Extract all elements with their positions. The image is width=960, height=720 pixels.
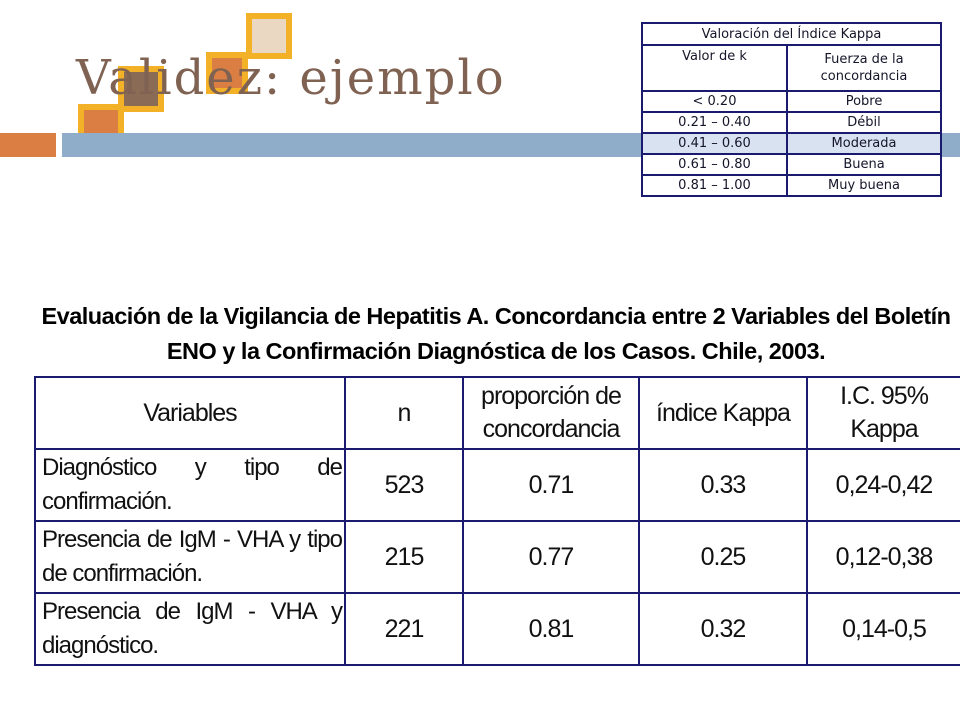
column-header-proportion: proporción de concordancia bbox=[463, 377, 639, 449]
kappa-legend-row bbox=[642, 175, 941, 196]
n-cell: 221 bbox=[345, 593, 463, 665]
column-header-kappa: índice Kappa bbox=[639, 377, 807, 449]
ci-cell: 0,12-0,38 bbox=[807, 521, 960, 593]
column-header-variables: Variables bbox=[35, 377, 345, 449]
kappa-legend-row bbox=[642, 154, 941, 175]
ci-cell: 0,14-0,5 bbox=[807, 593, 960, 665]
kappa-legend-header-row bbox=[642, 45, 941, 91]
kappa-cell: 0.25 bbox=[639, 521, 807, 593]
kappa-legend-title: Valoración del Índice Kappa bbox=[642, 23, 941, 45]
table-heading: Evaluación de la Vigilancia de Hepatitis A. Concordancia entre 2 Variables del Boletín ENO y la Confirmación Diagnóstica de los Casos. Chile, 2003. bbox=[41, 303, 951, 364]
kappa-strength-cell: Débil bbox=[787, 112, 941, 133]
proportion-cell: 0.71 bbox=[463, 449, 639, 521]
kappa-legend-table bbox=[641, 22, 942, 197]
kappa-strength-cell: Pobre bbox=[787, 91, 941, 112]
kappa-legend-row bbox=[642, 112, 941, 133]
kappa-value-cell: 0.41 – 0.60 bbox=[642, 133, 787, 154]
kappa-strength-cell: Muy buena bbox=[787, 175, 941, 196]
variable-cell: Diagnóstico y tipo de confirmación. bbox=[35, 449, 345, 521]
variable-cell: Presencia de IgM - VHA y diagnóstico. bbox=[35, 593, 345, 665]
kappa-value-cell: < 0.20 bbox=[642, 91, 787, 112]
table-row bbox=[35, 593, 960, 665]
table-header-row bbox=[35, 377, 960, 449]
kappa-cell: 0.32 bbox=[639, 593, 807, 665]
proportion-cell: 0.81 bbox=[463, 593, 639, 665]
column-header-n: n bbox=[345, 377, 463, 449]
kappa-legend-header: Fuerza de la concordancia bbox=[787, 45, 941, 91]
slide-title: Validez: ejemplo bbox=[76, 50, 506, 106]
kappa-legend-header: Valor de k bbox=[642, 45, 787, 91]
kappa-strength-cell: Moderada bbox=[787, 133, 941, 154]
kappa-legend-title-row bbox=[642, 23, 941, 45]
kappa-value-cell: 0.81 – 1.00 bbox=[642, 175, 787, 196]
kappa-legend-row-highlighted bbox=[642, 133, 941, 154]
n-cell: 523 bbox=[345, 449, 463, 521]
kappa-value-cell: 0.21 – 0.40 bbox=[642, 112, 787, 133]
column-header-ci: I.C. 95% Kappa bbox=[807, 377, 960, 449]
title-bar-accent bbox=[0, 133, 56, 157]
proportion-cell: 0.77 bbox=[463, 521, 639, 593]
table-row bbox=[35, 521, 960, 593]
concordance-table bbox=[34, 376, 960, 666]
variable-cell: Presencia de IgM - VHA y tipo de confirmación. bbox=[35, 521, 345, 593]
ci-cell: 0,24-0,42 bbox=[807, 449, 960, 521]
n-cell: 215 bbox=[345, 521, 463, 593]
kappa-value-cell: 0.61 – 0.80 bbox=[642, 154, 787, 175]
kappa-cell: 0.33 bbox=[639, 449, 807, 521]
table-row bbox=[35, 449, 960, 521]
kappa-legend-row bbox=[642, 91, 941, 112]
kappa-strength-cell: Buena bbox=[787, 154, 941, 175]
